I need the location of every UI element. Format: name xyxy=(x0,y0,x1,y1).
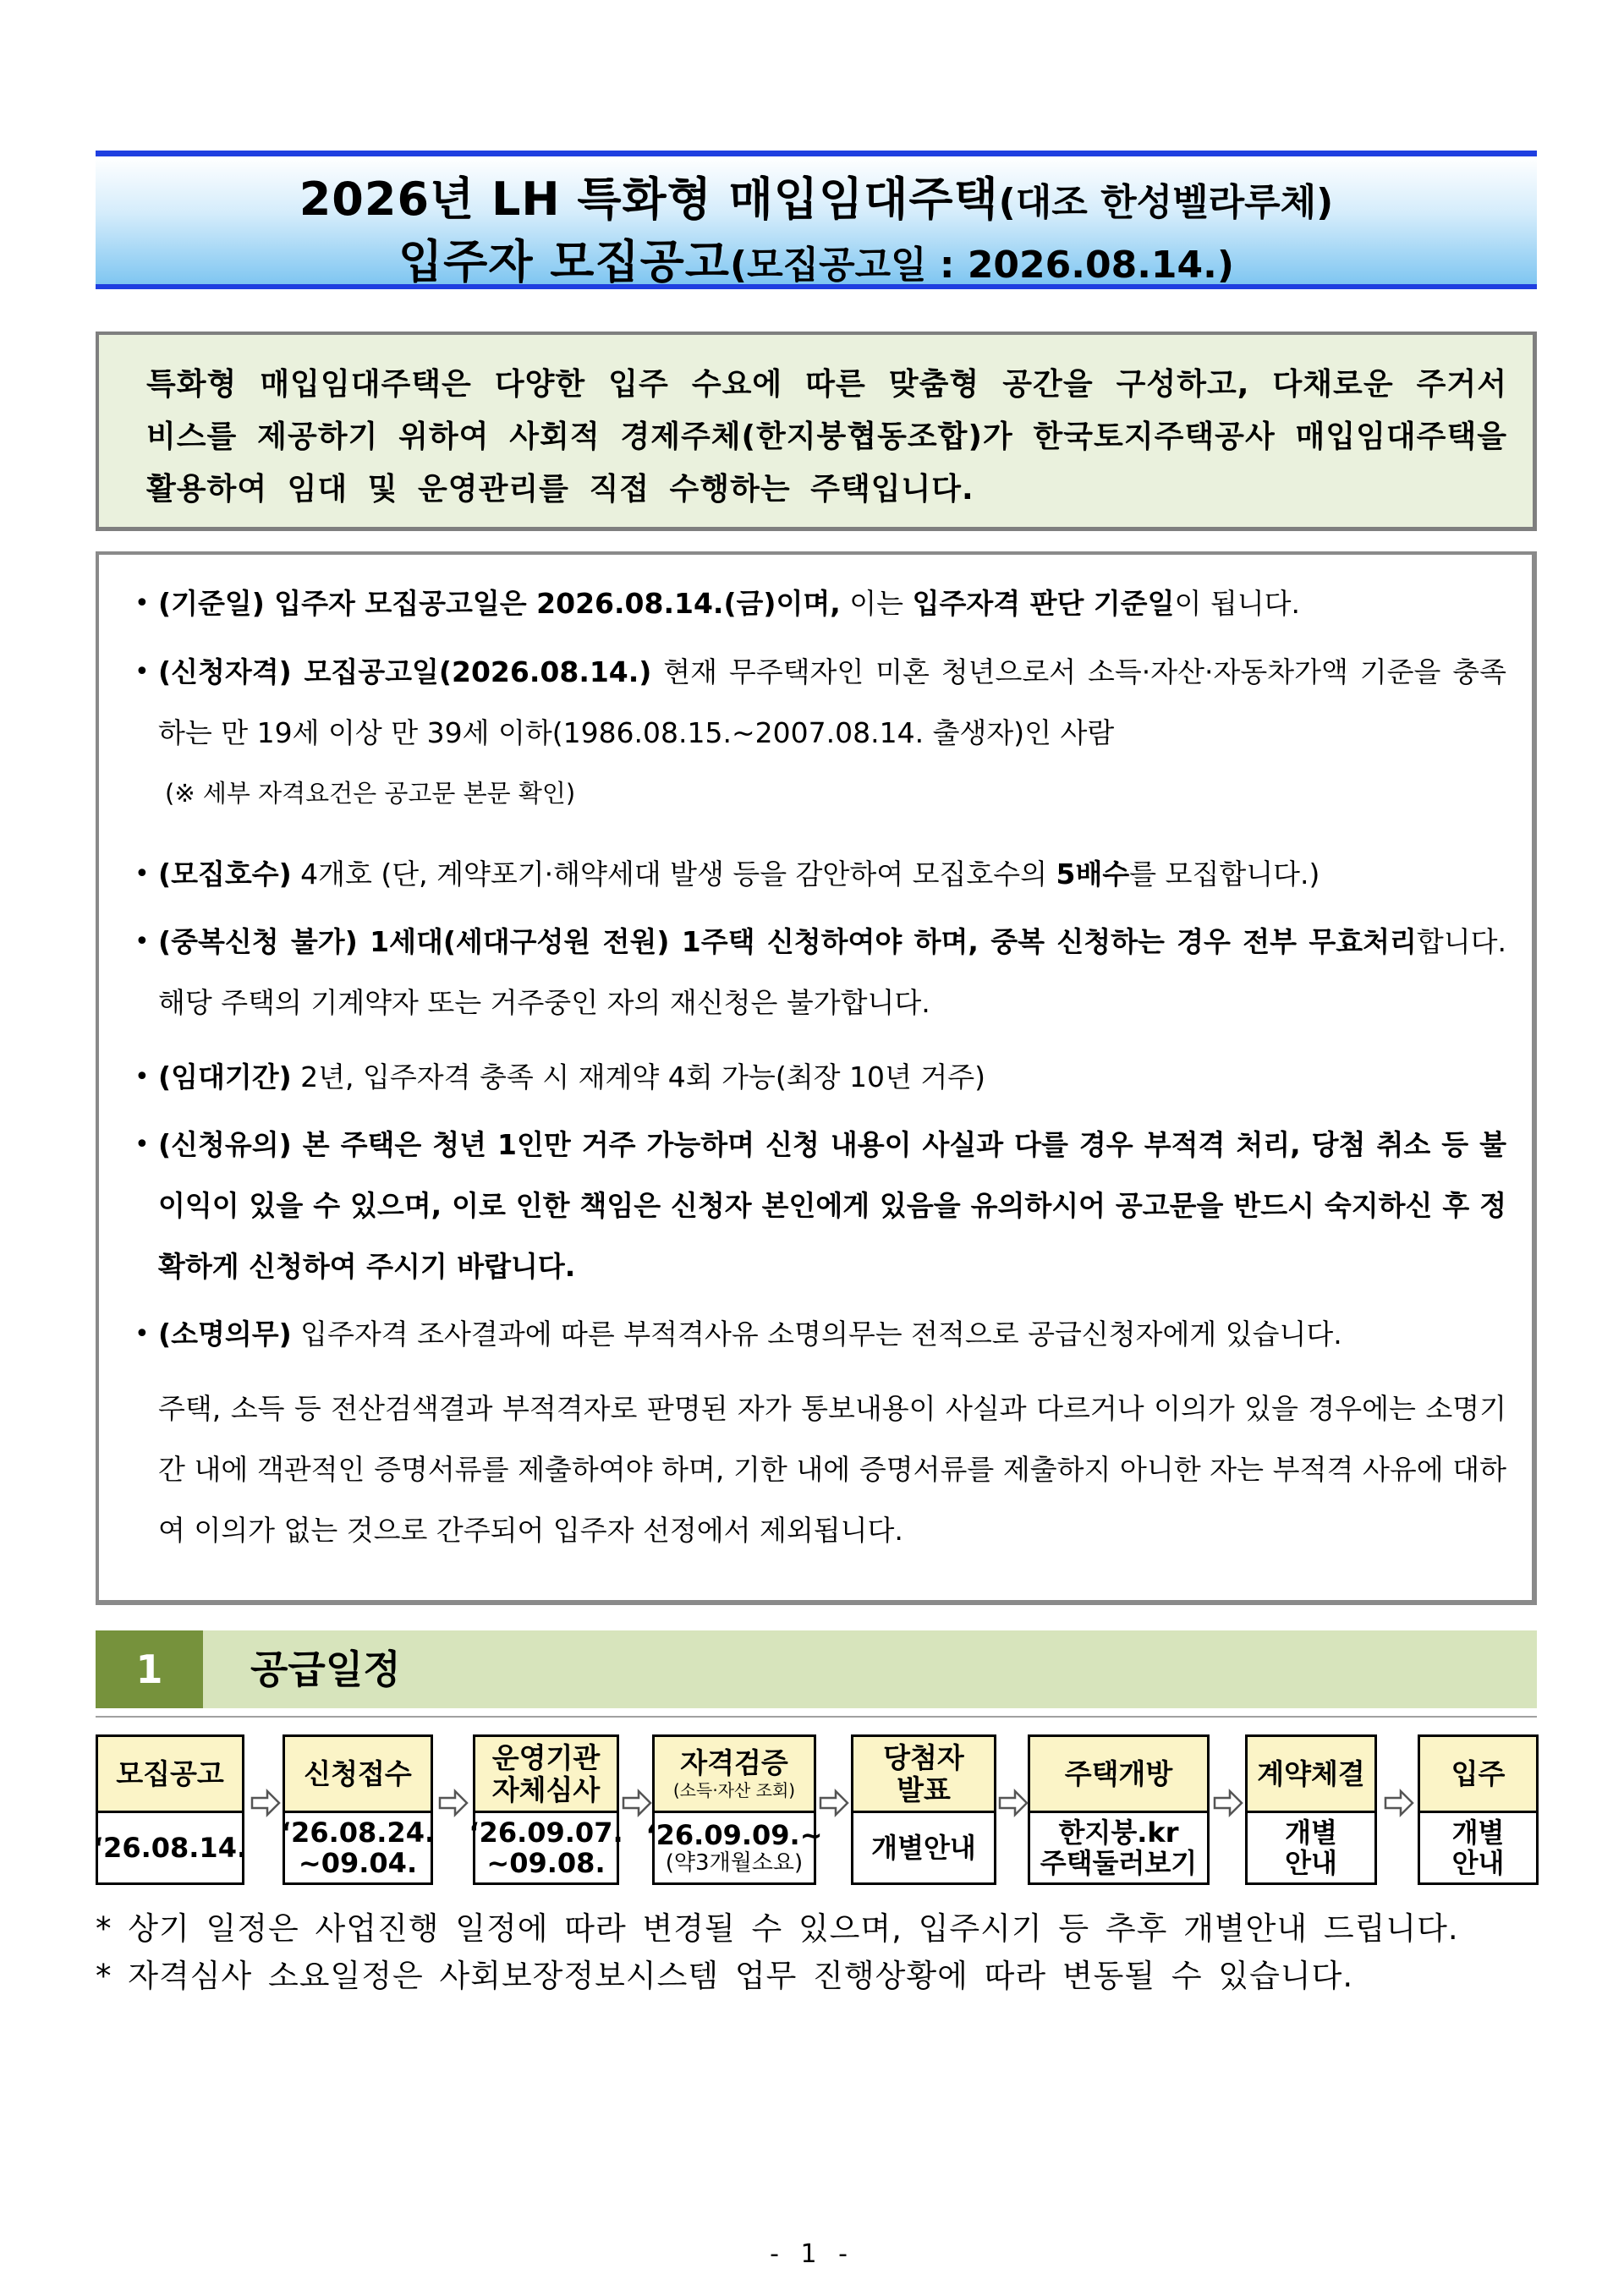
step-value-2: 안내 xyxy=(1285,1847,1337,1879)
section-number: 1 xyxy=(96,1630,203,1708)
schedule-step-application xyxy=(280,1734,436,1885)
schedule-step-contract xyxy=(1245,1734,1377,1885)
notice-duplicate-label: (중복신청 불가) 1세대(세대구성원 전원) 1주택 신청하여야 하며, 중복 신청하는 경우 전부 무효처리 xyxy=(158,925,1417,958)
notice-base-date-text-end: 이 됩니다. xyxy=(1174,587,1300,620)
step-label: 계약체결 xyxy=(1257,1756,1365,1790)
step-header xyxy=(285,1737,431,1813)
notice-duplicate-text: 합니다. 해당 주택의 기계약자 또는 거주중인 자의 재신청은 불가합니다. xyxy=(158,925,1506,1019)
step-label: 입주 xyxy=(1451,1756,1506,1790)
step-value: ‘26.08.24. xyxy=(280,1817,436,1849)
schedule-step-operator-review xyxy=(469,1734,623,1885)
step-header xyxy=(1248,1737,1374,1813)
step-value: 한지붕.kr xyxy=(1058,1817,1179,1849)
notice-base-date-label: (기준일) 입주자 모집공고일은 2026.08.14.(금)이며, xyxy=(158,587,841,620)
notice-explain-text: 입주자격 조사결과에 따른 부적격사유 소명의무는 전적으로 공급신청자에게 있습니다. xyxy=(291,1318,1342,1351)
step-sub-label: (소득·자산 조회) xyxy=(672,1779,796,1800)
step-header xyxy=(655,1737,814,1813)
notice-eligibility-note: (※ 세부 자격요건은 공고문 본문 확인) xyxy=(165,779,576,808)
step-label: 주택개방 xyxy=(1064,1756,1173,1790)
arrow-right-icon xyxy=(620,1786,654,1820)
bullet-icon: • xyxy=(134,927,150,956)
notice-eligibility-text: 현재 무주택자인 미혼 청년으로서 소득·자산·자동차가액 기준을 충족하는 만 19세 이상 만 39세 이하(1986.08.15.~2007.08.14. 출생자)인 사람 xyxy=(158,655,1506,749)
arrow-right-icon xyxy=(817,1786,851,1820)
notice-base-date-emphasis: 입주자격 판단 기준일 xyxy=(912,587,1175,620)
title-banner xyxy=(96,151,1537,289)
step-label-2: 발표 xyxy=(897,1773,951,1806)
notice-units-emphasis: 5배수 xyxy=(1056,858,1130,890)
notice-units xyxy=(134,844,1506,905)
step-value: 개별안내 xyxy=(871,1832,976,1864)
section-title: 공급일정 xyxy=(250,1647,401,1692)
notice-caution xyxy=(134,1115,1506,1297)
title-main-1: 2026년 LH 특화형 매입임대주택 xyxy=(299,173,999,226)
footnote-1: * 상기 일정은 사업진행 일정에 따라 변경될 수 있으며, 입주시기 등 추후 개별안내 드립니다. xyxy=(96,1910,1459,1947)
intro-text: 특화형 매입임대주택은 다양한 입주 수요에 따른 맞춤형 공간을 구성하고, 다채로운 주거서비스를 제공하기 위하여 사회적 경제주체(한지붕협동조합)가 한국토지주택공사 매입임대주택을 활용하여 임대 및 운영관리를 직접 수행하는 주택입니다. xyxy=(146,367,1507,507)
intro-box xyxy=(96,332,1537,531)
step-value-2: 주택둘러보기 xyxy=(1040,1847,1198,1879)
notice-explain xyxy=(134,1304,1506,1365)
bullet-icon: • xyxy=(134,1319,150,1349)
bullet-icon: • xyxy=(134,1062,150,1092)
step-label: 당첨자 xyxy=(883,1740,964,1774)
schedule-step-announcement xyxy=(92,1734,248,1885)
step-body xyxy=(280,1813,436,1882)
notice-base-date-text: 이는 xyxy=(840,587,913,620)
notice-units-text-end: 를 모집합니다.) xyxy=(1129,858,1320,890)
title-sub-1: (대조 한성벨라루체) xyxy=(998,181,1334,224)
step-value: ‘26.09.09.~ xyxy=(645,1819,823,1851)
step-body xyxy=(853,1813,994,1882)
step-body xyxy=(1420,1813,1536,1882)
step-value: ‘26.09.07. xyxy=(469,1817,623,1849)
title-main-2: 입주자 모집공고 xyxy=(398,235,730,288)
step-value-2: ~09.08. xyxy=(486,1847,606,1879)
step-label-2: 자체심사 xyxy=(491,1773,601,1806)
notice-base-date xyxy=(134,573,1506,634)
arrow-right-icon xyxy=(249,1786,283,1820)
step-value: 개별 xyxy=(1285,1817,1337,1849)
notice-box xyxy=(96,551,1537,1605)
step-body xyxy=(1248,1813,1374,1882)
notice-eligibility xyxy=(134,642,1506,764)
arrow-right-icon xyxy=(436,1786,470,1820)
notice-duplicate xyxy=(134,912,1506,1033)
step-body xyxy=(469,1813,623,1882)
schedule-step-winner xyxy=(851,1734,996,1885)
step-value-note: (약3개월소요) xyxy=(665,1850,804,1876)
notice-lease-text: 2년, 입주자격 충족 시 재계약 4회 가능(최장 10년 거주) xyxy=(291,1060,985,1093)
step-header xyxy=(98,1737,242,1813)
schedule-step-open-house xyxy=(1028,1734,1210,1885)
notice-explain-label: (소명의무) xyxy=(158,1318,292,1351)
notice-lease xyxy=(134,1047,1506,1108)
step-header xyxy=(853,1737,994,1813)
step-body xyxy=(92,1813,248,1882)
notice-explain-detail: 주택, 소득 등 전산검색결과 부적격자로 판명된 자가 통보내용이 사실과 다르거나 이의가 있을 경우에는 소명기간 내에 객관적인 증명서류를 제출하여야 하며, 기한 내에 증명서류를 제출하지 아니한 자는 부적격 사유에 대하여 이의가 없는 것으로 간주되어 입주자 선정에서 제외됩니다. xyxy=(158,1392,1506,1547)
bullet-icon: • xyxy=(134,657,150,687)
notice-lease-label: (임대기간) xyxy=(158,1060,292,1093)
notice-caution-text: (신청유의) 본 주택은 청년 1인만 거주 가능하며 신청 내용이 사실과 다를 경우 부적격 처리, 당첨 취소 등 불이익이 있을 수 있으며, 이로 인한 책임은 신청자 본인에게 있음을 유의하시어 공고문을 반드시 숙지하신 후 정확하게 신청하여 주시기 바랍니다. xyxy=(158,1128,1506,1283)
step-header xyxy=(1420,1737,1536,1813)
step-header xyxy=(1030,1737,1207,1813)
notice-eligibility-label: (신청자격) 모집공고일(2026.08.14.) xyxy=(158,655,652,688)
section-divider xyxy=(96,1716,1537,1718)
bullet-icon: • xyxy=(134,1130,150,1159)
page-number: - 1 - xyxy=(770,2239,854,2269)
step-label: 운영기관 xyxy=(491,1740,601,1774)
step-label: 모집공고 xyxy=(116,1756,224,1790)
title-sub-2: (모집공고일 : 2026.08.14.) xyxy=(729,244,1234,287)
arrow-right-icon xyxy=(1211,1786,1245,1820)
step-label: 신청접수 xyxy=(304,1756,412,1790)
step-body xyxy=(645,1813,823,1882)
step-label: 자격검증 xyxy=(680,1745,788,1779)
step-header xyxy=(475,1737,617,1813)
bullet-icon: • xyxy=(134,589,150,618)
schedule-step-move-in xyxy=(1418,1734,1539,1885)
step-value: ‘26.08.14. xyxy=(92,1832,248,1864)
arrow-right-icon xyxy=(1382,1786,1416,1820)
title-line-1 xyxy=(96,163,1537,228)
arrow-right-icon xyxy=(996,1786,1030,1820)
title-line-2 xyxy=(96,226,1537,291)
step-body xyxy=(1030,1813,1207,1882)
step-value-2: 안내 xyxy=(1451,1847,1505,1879)
notice-units-text: 4개호 (단, 계약포기·해약세대 발생 등을 감안하여 모집호수의 xyxy=(291,858,1056,890)
step-value-2: ~09.04. xyxy=(298,1847,418,1879)
bullet-icon: • xyxy=(134,859,150,889)
schedule-step-qualification xyxy=(645,1734,823,1885)
notice-units-label: (모집호수) xyxy=(158,858,292,890)
footnote-2: * 자격심사 소요일정은 사회보장정보시스템 업무 진행상황에 따라 변동될 수 있습니다. xyxy=(96,1958,1354,1994)
step-value: 개별 xyxy=(1451,1817,1505,1849)
